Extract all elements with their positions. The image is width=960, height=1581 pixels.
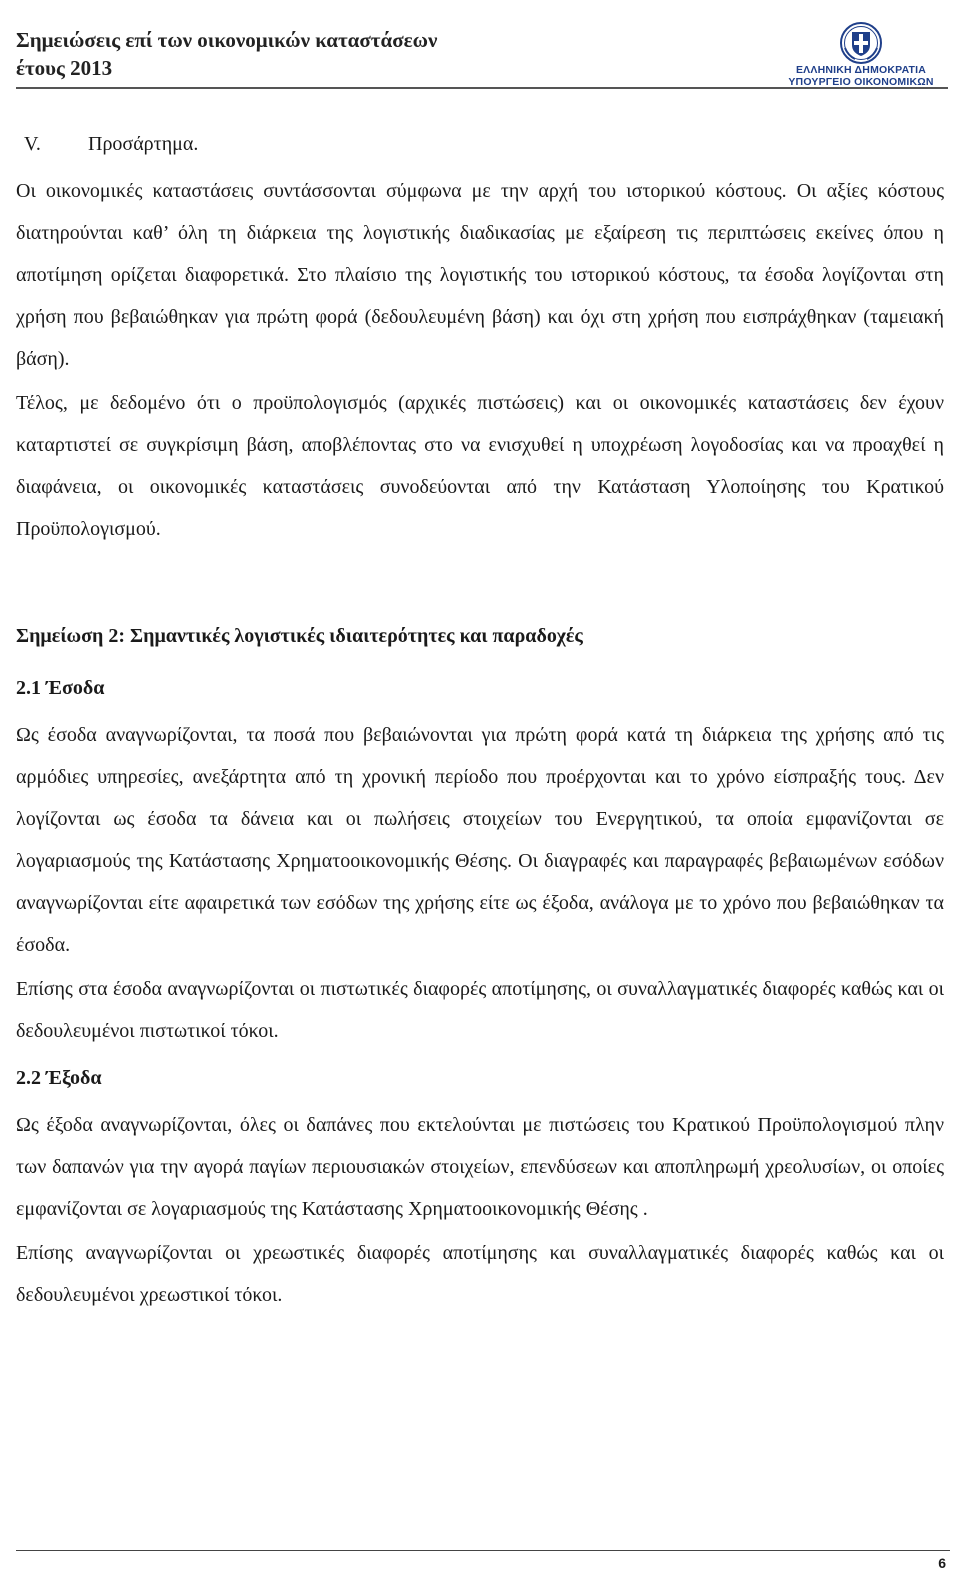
logo-text-line1: ΕΛΛΗΝΙΚΗ ΔΗΜΟΚΡΑΤΙΑ — [795, 64, 927, 76]
section-number: V. — [24, 133, 41, 155]
intro-paragraph-1: Οι οικονομικές καταστάσεις συντάσσονται σύμφωνα με την αρχή του ιστορικού κόστους. Οι αξίες κόστους διατηρούνται καθ’ όλη τη διάρκεια της λογιστικής διαδικασίας με εξαίρεση τις περιπτώσεις εκείνες όπου η αποτίμηση ορίζεται διαφορετικά. Στο πλαίσιο της λογιστικής του ιστορικού κόστους, τα έσοδα λογίζονται στη χρήση που βεβαιώθηκαν για πρώτη φορά (δεδουλευμένη βάση) και όχι στη χρήση που εισπράχθηκαν (ταμειακή βάση). — [16, 180, 944, 370]
document-title-line1: Σημειώσεις επί των οικονομικών καταστάσεων — [16, 28, 438, 52]
subsection-2-2-heading: 2.2 Έξοδα — [16, 1067, 102, 1089]
intro-paragraph-2: Τέλος, με δεδομένο ότι ο προϋπολογισμός (αρχικές πιστώσεις) και οι οικονομικές καταστάσεις δεν έχουν καταρτιστεί σε συγκρίσιμη βάση, αποβλέποντας στο να ενισχυθεί η υποχρέωση λογοδοσίας και να προαχθεί η διαφάνεια, οι οικονομικές καταστάσεις συνοδεύονται από την Κατάσταση Υλοποίησης του Κρατικού Προϋπολογισμού. — [16, 392, 944, 540]
note-2-heading: Σημείωση 2: Σημαντικές λογιστικές ιδιαιτερότητες και παραδοχές — [16, 625, 583, 647]
subsection-2-2-paragraph-2: Επίσης αναγνωρίζονται οι χρεωστικές διαφορές αποτίμησης και συναλλαγματικές διαφορές καθώς και οι δεδουλευμένοι χρεωστικοί τόκοι. — [16, 1242, 944, 1306]
page-number: 6 — [938, 1555, 946, 1571]
subsection-2-1-paragraph-1: Ως έσοδα αναγνωρίζονται, τα ποσά που βεβαιώνονται για πρώτη φορά κατά τη διάρκεια της χρήσης από τις αρμόδιες υπηρεσίες, ανεξάρτητα από τη χρονική περίοδο που προέρχονται και το χρόνο είσπραξής τους. Δεν λογίζονται ως έσοδα τα δάνεια και οι πωλήσεις στοιχείων του Ενεργητικού, τα οποία εμφανίζονται σε λογαριασμούς της Κατάστασης Χρηματοοικονομικής Θέσης. Οι διαγραφές και παραγραφές βεβαιωμένων εσόδων αναγνωρίζονται είτε αφαιρετικά των εσόδων της χρήσης είτε ως έξοδα, ανάλογα με το χρόνο που βεβαιώθηκαν τα έσοδα. — [16, 724, 944, 956]
ministry-logo — [776, 22, 946, 88]
header-divider — [16, 87, 948, 89]
footer-divider — [16, 1550, 950, 1551]
document-title — [16, 26, 437, 82]
subsection-2-1-paragraph-2: Επίσης στα έσοδα αναγνωρίζονται οι πιστωτικές διαφορές αποτίμησης, οι συναλλαγματικές διαφορές καθώς και οι δεδουλευμένοι πιστωτικοί τόκοι. — [16, 978, 944, 1042]
document-body — [16, 118, 944, 1316]
section-title: Προσάρτημα. — [88, 133, 199, 155]
logo-text-line2: ΥΠΟΥΡΓΕΙΟ ΟΙΚΟΝΟΜΙΚΩΝ — [788, 76, 934, 88]
section-heading — [24, 118, 944, 170]
greek-coat-of-arms-icon — [839, 22, 883, 64]
page-header — [16, 22, 950, 86]
document-title-line2: έτους 2013 — [16, 56, 113, 80]
subsection-2-2-paragraph-1: Ως έξοδα αναγνωρίζονται, όλες οι δαπάνες που εκτελούνται με πιστώσεις του Κρατικού Προϋπολογισμού πλην των δαπανών για την αγορά παγίων περιουσιακών στοιχείων, επενδύσεων και αποπληρωμή χρεολυσίων, οι οποίες εμφανίζονται σε λογαριασμούς της Κατάστασης Χρηματοοικονομικής Θέσης . — [16, 1114, 944, 1220]
subsection-2-1-heading: 2.1 Έσοδα — [16, 677, 105, 699]
